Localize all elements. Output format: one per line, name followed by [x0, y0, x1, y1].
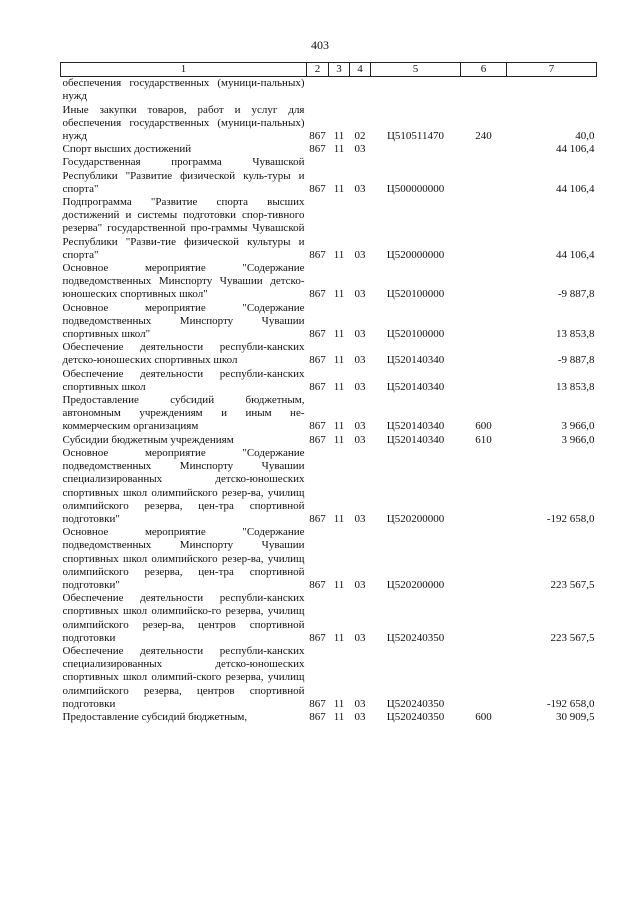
- row-ministry-code: 867: [309, 380, 326, 393]
- row-ministry-code: 867: [309, 182, 326, 195]
- row-amount: 44 106,4: [556, 248, 595, 261]
- table-row: [61, 368, 597, 394]
- table-row: [61, 196, 597, 262]
- row-subsection-code: 03: [354, 328, 366, 341]
- row-amount: 223 567,5: [550, 578, 595, 591]
- row-subsection-code: 03: [354, 710, 366, 723]
- table-row: [61, 77, 597, 104]
- column-header-7: 7: [507, 63, 597, 77]
- table-body: [61, 77, 597, 724]
- row-section-code: 11: [333, 288, 345, 301]
- row-subsection-code: 03: [354, 631, 366, 644]
- row-expense-type: [461, 302, 507, 342]
- table-row: [61, 434, 597, 447]
- row-name: Государственная программа Чувашской Республики "Развитие физической куль-туры и спорта": [62, 156, 305, 195]
- row-ministry-code: 867: [309, 130, 326, 143]
- row-amount: 44 106,4: [556, 182, 595, 195]
- row-section-code: 11: [333, 578, 345, 591]
- row-target-article: Ц520240350: [386, 710, 445, 723]
- row-expense-type: [461, 262, 507, 302]
- row-expense-type: [461, 592, 507, 645]
- row-amount: 30 909,5: [556, 710, 595, 723]
- row-section-code: 11: [333, 328, 345, 341]
- row-name: Основное мероприятие "Содержание подведомственных Минспорту Чувашии спортивных школ олимпийского резер-ва, училищ олимпийского резерва, цен-тра спортивной подготовки": [62, 526, 305, 591]
- row-name: Иные закупки товаров, работ и услуг для обеспечения государственных (муници-пальных) нужд: [62, 103, 305, 143]
- row-name: обеспечения государственных (муници-пальных) нужд: [62, 77, 305, 103]
- row-name: Обеспечение деятельности республи-канских спортивных школ олимпийско-го резерва, училищ олимпийского резер-ва, центров спортивной подготовки: [62, 592, 305, 644]
- row-subsection-code: 03: [354, 512, 366, 525]
- row-section-code: 11: [333, 697, 345, 710]
- table-row: [61, 711, 597, 724]
- row-subsection-code: 02: [354, 130, 366, 143]
- row-target-article: Ц500000000: [386, 182, 445, 195]
- row-ministry-code: 867: [309, 420, 326, 433]
- row-expense-type: 240: [475, 130, 492, 143]
- row-amount: -192 658,0: [546, 697, 595, 710]
- row-name: Обеспечение деятельности республи-канских детско-юношеских спортивных школ: [62, 341, 305, 367]
- table-row: [61, 447, 597, 526]
- row-section-code: 11: [333, 130, 345, 143]
- row-target-article: Ц520140340: [386, 380, 445, 393]
- column-header-1: 1: [61, 63, 307, 77]
- row-ministry-code: 867: [309, 710, 326, 723]
- row-ministry-code: 867: [309, 433, 326, 446]
- row-section-code: 11: [333, 248, 345, 261]
- table-row: [61, 302, 597, 342]
- row-subsection-code: 03: [354, 143, 366, 156]
- row-name: Подпрограмма "Развитие спорта высших достижений и системы подготовки спор-тивного резерва" государственной про-граммы Чувашской Республики "Разви-тие физической культуры и спорта": [62, 196, 305, 261]
- row-amount: 3 966,0: [561, 433, 595, 446]
- table-row: [61, 143, 597, 156]
- row-name: Предоставление субсидий бюджетным,: [62, 710, 248, 723]
- row-ministry-code: [307, 77, 329, 104]
- row-name: Спорт высших достижений: [62, 143, 192, 156]
- row-section-code: 11: [333, 420, 345, 433]
- row-ministry-code: 867: [309, 248, 326, 261]
- column-header-4: 4: [350, 63, 371, 77]
- row-ministry-code: 867: [309, 354, 326, 367]
- row-target-article: Ц520140340: [386, 420, 445, 433]
- row-name: Субсидии бюджетным учреждениям: [62, 433, 234, 446]
- page-number: 403: [311, 38, 329, 52]
- budget-table: [60, 62, 597, 724]
- row-amount: [507, 77, 597, 104]
- row-section-code: 11: [333, 710, 345, 723]
- row-target-article: Ц520240350: [386, 697, 445, 710]
- row-target-article: Ц520240350: [386, 631, 445, 644]
- row-amount: -9 887,8: [557, 354, 595, 367]
- row-subsection-code: 03: [354, 697, 366, 710]
- row-subsection-code: 03: [354, 420, 366, 433]
- row-section-code: 11: [333, 182, 345, 195]
- row-target-article: Ц520100000: [386, 288, 445, 301]
- row-subsection-code: 03: [354, 248, 366, 261]
- row-expense-type: 600: [475, 710, 492, 723]
- row-subsection-code: [350, 77, 371, 104]
- row-expense-type: [461, 526, 507, 592]
- row-name: Основное мероприятие "Содержание подведомственных Минспорту Чувашии детско-юношеских спортивных школ": [62, 262, 305, 301]
- table-row: [61, 104, 597, 144]
- row-section-code: 11: [333, 631, 345, 644]
- table-row: [61, 341, 597, 367]
- table-row: [61, 645, 597, 711]
- row-ministry-code: 867: [309, 328, 326, 341]
- table-row: [61, 526, 597, 592]
- row-target-article: Ц520200000: [386, 578, 445, 591]
- row-target-article: Ц510511470: [386, 130, 445, 143]
- row-expense-type: [461, 341, 507, 367]
- row-amount: -9 887,8: [557, 288, 595, 301]
- row-ministry-code: 867: [309, 578, 326, 591]
- row-section-code: 11: [333, 433, 345, 446]
- row-expense-type: 610: [475, 433, 492, 446]
- row-amount: 40,0: [575, 130, 595, 143]
- row-name: Обеспечение деятельности республи-канских спортивных школ: [62, 367, 305, 393]
- row-expense-type: [461, 156, 507, 196]
- row-section-code: 11: [333, 143, 345, 156]
- row-subsection-code: 03: [354, 182, 366, 195]
- row-name: Основное мероприятие "Содержание подведомственных Минспорту Чувашии специализированных детско-юношеских спортивных школ олимпийского резер-ва, училищ олимпийского резерва, цен-тра спортивной подготовки": [62, 446, 305, 525]
- row-target-article: Ц520000000: [386, 248, 445, 261]
- row-target-article: Ц520100000: [386, 328, 445, 341]
- row-ministry-code: 867: [309, 288, 326, 301]
- row-subsection-code: 03: [354, 578, 366, 591]
- row-expense-type: [461, 447, 507, 526]
- row-section-code: 11: [333, 512, 345, 525]
- row-section-code: 11: [333, 380, 345, 393]
- row-name: Основное мероприятие "Содержание подведомственных Минспорту Чувашии спортивных школ": [62, 301, 305, 341]
- row-expense-type: [461, 645, 507, 711]
- row-subsection-code: 03: [354, 354, 366, 367]
- row-amount: 44 106,4: [556, 143, 595, 156]
- row-section-code: 11: [333, 354, 345, 367]
- table-row: [61, 592, 597, 645]
- row-amount: 223 567,5: [550, 631, 595, 644]
- row-expense-type: [461, 143, 507, 156]
- row-target-article: Ц520200000: [386, 512, 445, 525]
- table-row: [61, 394, 597, 434]
- row-ministry-code: 867: [309, 697, 326, 710]
- row-target-article: [371, 77, 461, 104]
- row-subsection-code: 03: [354, 288, 366, 301]
- column-header-row: [61, 63, 597, 77]
- column-header-5: 5: [371, 63, 461, 77]
- row-section-code: [329, 77, 350, 104]
- column-header-2: 2: [307, 63, 329, 77]
- row-subsection-code: 03: [354, 380, 366, 393]
- row-ministry-code: 867: [309, 512, 326, 525]
- row-ministry-code: 867: [309, 143, 326, 156]
- row-expense-type: [461, 196, 507, 262]
- row-name: Предоставление субсидий бюджетным, автономным учреждениям и иным не-коммерческим организациям: [62, 394, 305, 433]
- row-amount: -192 658,0: [546, 512, 595, 525]
- row-target-article: Ц520140340: [386, 433, 445, 446]
- row-target-article: [371, 143, 461, 156]
- column-header-6: 6: [461, 63, 507, 77]
- row-subsection-code: 03: [354, 433, 366, 446]
- row-amount: 13 853,8: [556, 328, 595, 341]
- row-name: Обеспечение деятельности республи-канских специализированных детско-юношеских спортивных школ олимпий-ского резерва, училищ олимпийского резерва, центров спортивной подготовки: [62, 644, 305, 710]
- table-row: [61, 262, 597, 302]
- row-expense-type: 600: [475, 420, 492, 433]
- row-amount: 13 853,8: [556, 380, 595, 393]
- table-row: [61, 156, 597, 196]
- row-target-article: Ц520140340: [386, 354, 445, 367]
- row-ministry-code: 867: [309, 631, 326, 644]
- row-amount: 3 966,0: [561, 420, 595, 433]
- row-expense-type: [461, 77, 507, 104]
- column-header-3: 3: [329, 63, 350, 77]
- row-expense-type: [461, 368, 507, 394]
